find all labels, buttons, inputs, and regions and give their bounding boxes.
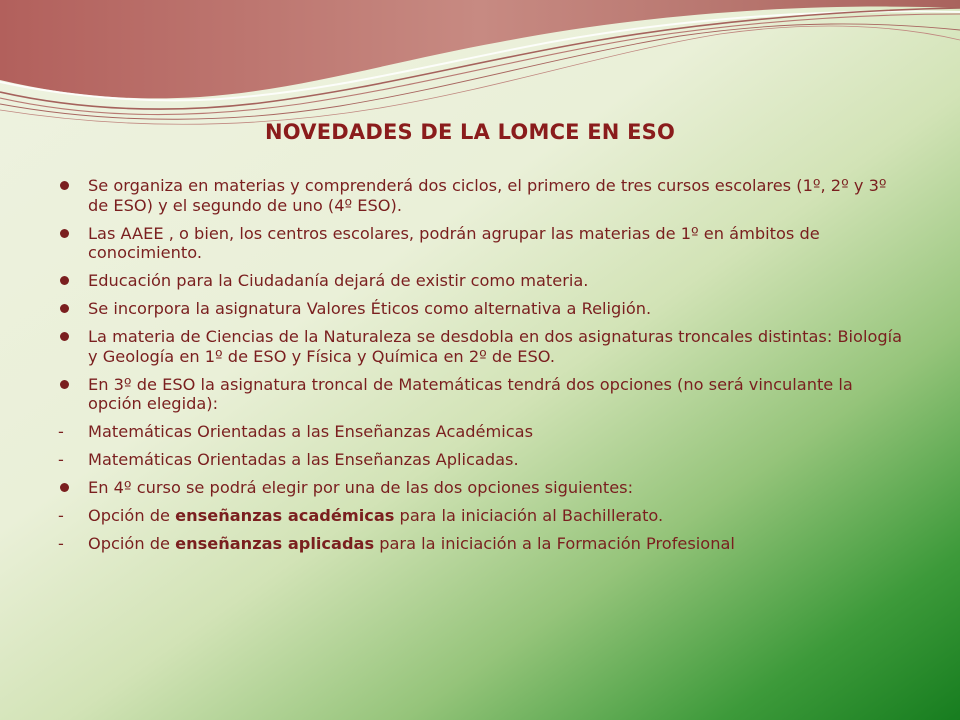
list-item-text: En 4º curso se podrá elegir por una de las dos opciones siguientes:	[88, 478, 634, 497]
list-item	[58, 478, 908, 498]
list-item-text: Se organiza en materias y comprenderá dos ciclos, el primero de tres cursos escolares (1º, 2º y 3º de ESO) y el segundo de uno (4º ESO).	[88, 176, 887, 215]
list-item-text: Se incorpora la asignatura Valores Éticos como alternativa a Religión.	[88, 299, 652, 318]
dash-marker: -	[58, 506, 64, 525]
text-prefix: Opción de	[88, 506, 176, 525]
list-item-text: Matemáticas Orientadas a las Enseñanzas Aplicadas.	[88, 450, 519, 469]
slide-title: NOVEDADES DE LA LOMCE EN ESO	[265, 120, 675, 144]
list-item	[58, 299, 908, 319]
list-item	[58, 327, 908, 366]
list-item	[58, 176, 908, 215]
list-item	[58, 271, 908, 291]
dash-marker: -	[58, 534, 64, 553]
sub-list-item	[58, 534, 908, 554]
sub-list-item	[58, 506, 908, 526]
text-prefix: Opción de	[88, 534, 176, 553]
text-suffix: para la iniciación al Bachillerato.	[394, 506, 664, 525]
dash-marker: -	[58, 450, 64, 469]
list-item-text: Matemáticas Orientadas a las Enseñanzas Académicas	[88, 422, 534, 441]
list-item-text: Las AAEE , o bien, los centros escolares, podrán agrupar las materias de 1º en ámbitos de conocimiento.	[88, 223, 820, 262]
sub-list-item	[58, 450, 908, 470]
bold-emphasis: enseñanzas académicas	[175, 506, 395, 525]
list-item-text	[88, 506, 663, 525]
decorative-ribbon-header	[0, 0, 960, 140]
sub-list-item	[58, 422, 908, 442]
bold-emphasis: enseñanzas aplicadas	[175, 534, 375, 553]
list-item-text: La materia de Ciencias de la Naturaleza se desdobla en dos asignaturas troncales distintas: Biología y Geología en 1º de ESO y Física y Química en 2º de ESO.	[88, 327, 903, 366]
list-item	[58, 224, 908, 263]
dash-marker: -	[58, 422, 64, 441]
list-item-text: Educación para la Ciudadanía dejará de existir como materia.	[88, 271, 589, 290]
list-item-text	[88, 534, 735, 553]
list-item-text: En 3º de ESO la asignatura troncal de Matemáticas tendrá dos opciones (no será vinculante la opción elegida):	[88, 374, 853, 413]
content-list	[58, 176, 908, 562]
list-item	[58, 375, 908, 414]
text-suffix: para la iniciación a la Formación Profesional	[374, 534, 735, 553]
